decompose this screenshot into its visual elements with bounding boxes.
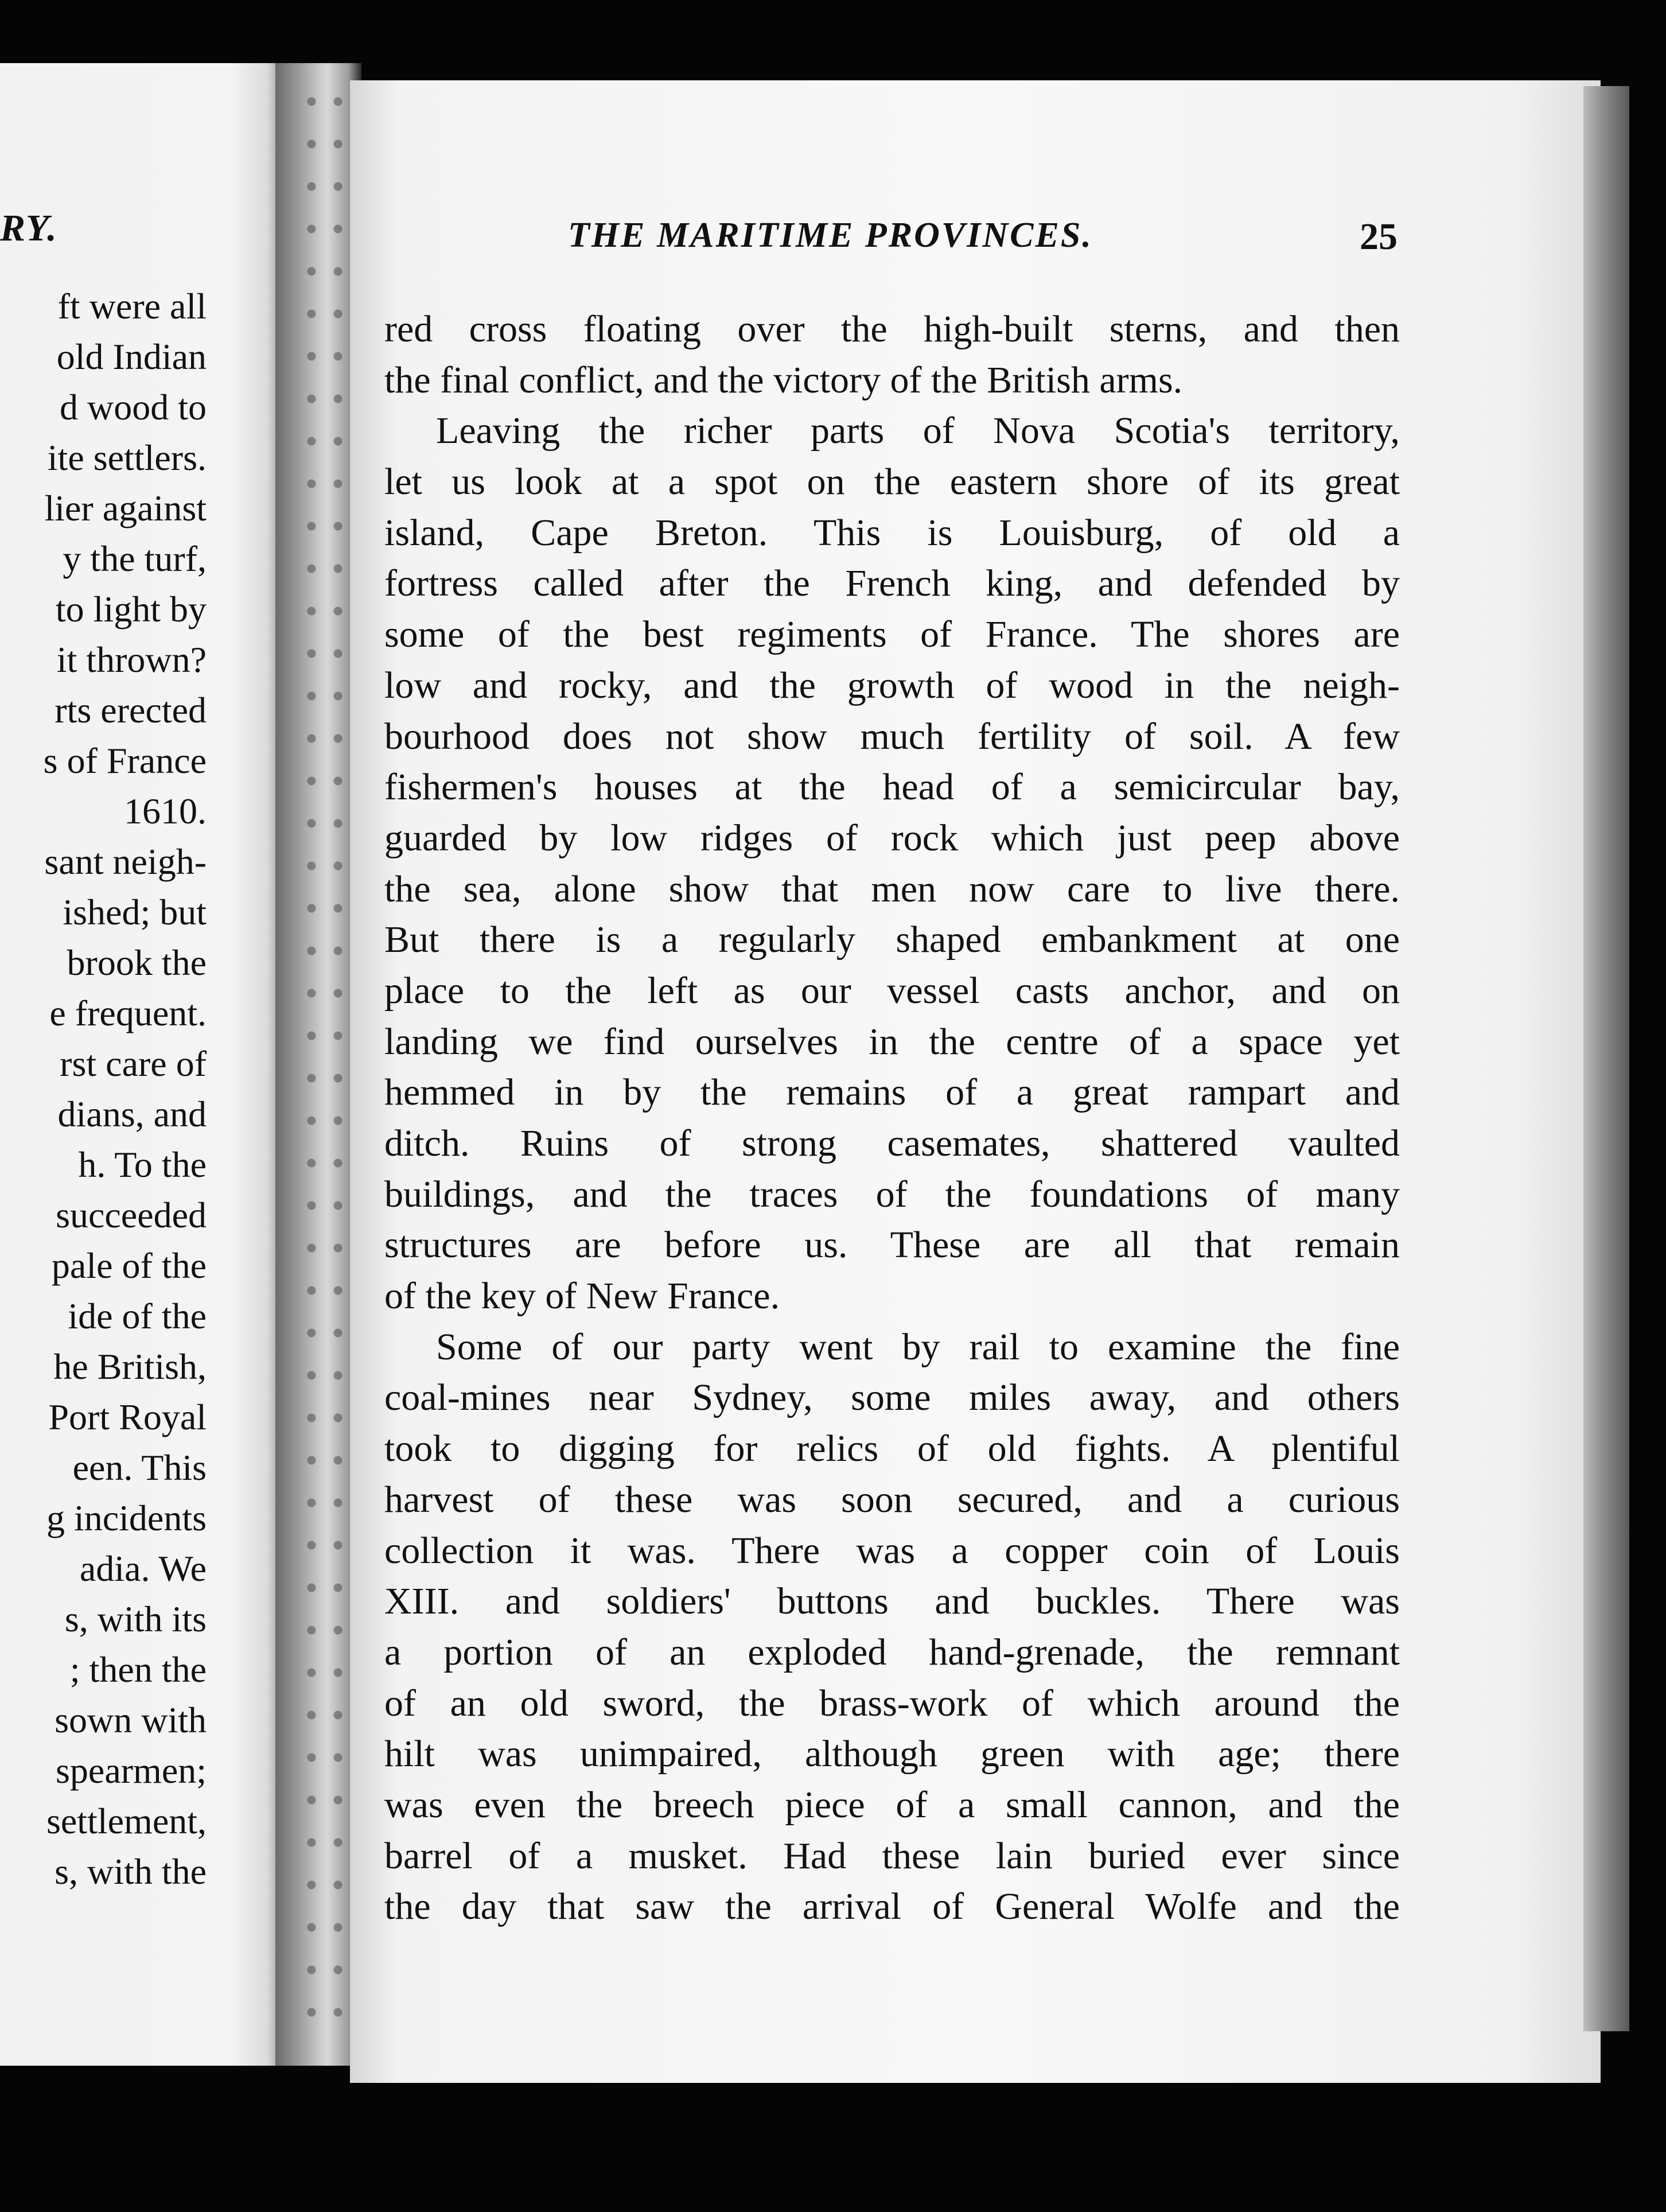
text-line: of the key of New France. bbox=[384, 1275, 780, 1317]
text-line: Leaving the richer parts of Nova Scotia's territory, bbox=[436, 410, 1400, 452]
text-line: let us look at a spot on the eastern shore of its great bbox=[384, 461, 1400, 503]
text-line: low and rocky, and the growth of wood in the neigh- bbox=[384, 664, 1400, 706]
text-line: s of France bbox=[43, 740, 207, 781]
text-line: 1610. bbox=[124, 791, 207, 831]
text-line: coal-mines near Sydney, some miles away, and others bbox=[384, 1377, 1400, 1419]
left-page bbox=[0, 63, 287, 2066]
page-body-text bbox=[384, 304, 1400, 1933]
text-line: harvest of these was soon secured, and a curious bbox=[384, 1478, 1400, 1521]
text-line: h. To the bbox=[78, 1144, 207, 1185]
text-line: d wood to bbox=[60, 387, 207, 427]
text-line: s, with the bbox=[55, 1851, 207, 1892]
text-line: dians, and bbox=[57, 1094, 207, 1134]
text-line: lier against bbox=[44, 488, 207, 528]
text-line: island, Cape Breton. This is Louisburg, of old a bbox=[384, 511, 1400, 554]
text-line: adia. We bbox=[79, 1548, 207, 1589]
text-line: ditch. Ruins of strong casemates, shattered vaulted bbox=[384, 1122, 1400, 1164]
text-line: Some of our party went by rail to examine the fine bbox=[436, 1325, 1400, 1368]
text-line: structures are before us. These are all that remain bbox=[384, 1224, 1400, 1266]
text-line: y the turf, bbox=[63, 538, 207, 579]
text-line: the day that saw the arrival of General Wolfe and the bbox=[384, 1886, 1400, 1928]
text-line: it thrown? bbox=[56, 639, 207, 680]
gutter-speckle bbox=[298, 80, 344, 2031]
text-line: brook the bbox=[67, 942, 207, 983]
text-line: the sea, alone show that men now care to live there. bbox=[384, 868, 1400, 910]
text-line: was even the breech piece of a small cannon, and the bbox=[384, 1783, 1400, 1826]
text-line: een. This bbox=[72, 1447, 207, 1488]
text-line: But there is a regularly shaped embankment at one bbox=[384, 919, 1400, 961]
left-running-head: RY. bbox=[0, 207, 58, 249]
text-line: hemmed in by the remains of a great rampart and bbox=[384, 1071, 1400, 1114]
text-line: barrel of a musket. Had these lain buried ever since bbox=[384, 1834, 1400, 1877]
text-line: buildings, and the traces of the foundations of many bbox=[384, 1173, 1400, 1215]
text-line: ft were all bbox=[57, 286, 207, 326]
text-line: took to digging for relics of old fights. A plentiful bbox=[384, 1428, 1400, 1470]
left-page-text bbox=[44, 281, 207, 1897]
text-line: collection it was. There was a copper coin of Louis bbox=[384, 1529, 1400, 1572]
text-line: a portion of an exploded hand-grenade, the remnant bbox=[384, 1631, 1400, 1673]
running-head: THE MARITIME PROVINCES. bbox=[568, 216, 1093, 255]
text-line: sown with bbox=[55, 1700, 207, 1740]
text-line: Port Royal bbox=[48, 1397, 207, 1437]
text-line: ide of the bbox=[68, 1296, 207, 1336]
page-number: 25 bbox=[1360, 216, 1398, 258]
text-line: pale of the bbox=[51, 1245, 207, 1286]
text-line: XIII. and soldiers' buttons and buckles. There was bbox=[384, 1580, 1400, 1623]
text-line: spearmen; bbox=[56, 1750, 207, 1791]
text-line: sant neigh- bbox=[44, 841, 207, 882]
text-line: old Indian bbox=[56, 336, 207, 377]
text-line: he British, bbox=[53, 1346, 207, 1387]
text-line: succeeded bbox=[56, 1195, 207, 1235]
text-line: fortress called after the French king, and defended by bbox=[384, 562, 1400, 605]
text-line: rst care of bbox=[60, 1043, 207, 1084]
text-line: ite settlers. bbox=[47, 437, 207, 478]
text-line: settlement, bbox=[46, 1801, 207, 1841]
text-line: ; then the bbox=[69, 1649, 207, 1690]
text-line: s, with its bbox=[64, 1599, 207, 1639]
text-line: to light by bbox=[55, 589, 207, 629]
text-line: rts erected bbox=[55, 690, 207, 730]
text-line: fishermen's houses at the head of a semicircular bay, bbox=[384, 766, 1400, 808]
text-line: e frequent. bbox=[49, 993, 207, 1033]
text-line: the final conflict, and the victory of the British arms. bbox=[384, 359, 1183, 401]
text-line: hilt was unimpaired, although green with age; there bbox=[384, 1733, 1400, 1775]
text-line: ished; but bbox=[63, 892, 207, 932]
text-line: red cross floating over the high-built sterns, and then bbox=[384, 308, 1400, 350]
text-line: landing we find ourselves in the centre of a space yet bbox=[384, 1020, 1400, 1063]
text-line: guarded by low ridges of rock which just peep above bbox=[384, 817, 1400, 859]
page-edge-shadow bbox=[1583, 86, 1629, 2031]
text-line: bourhood does not show much fertility of soil. A few bbox=[384, 715, 1400, 757]
text-line: of an old sword, the brass-work of which around the bbox=[384, 1682, 1400, 1724]
text-line: some of the best regiments of France. The shores are bbox=[384, 613, 1400, 656]
text-line: place to the left as our vessel casts anchor, and on bbox=[384, 969, 1400, 1012]
text-line: g incidents bbox=[46, 1498, 207, 1538]
